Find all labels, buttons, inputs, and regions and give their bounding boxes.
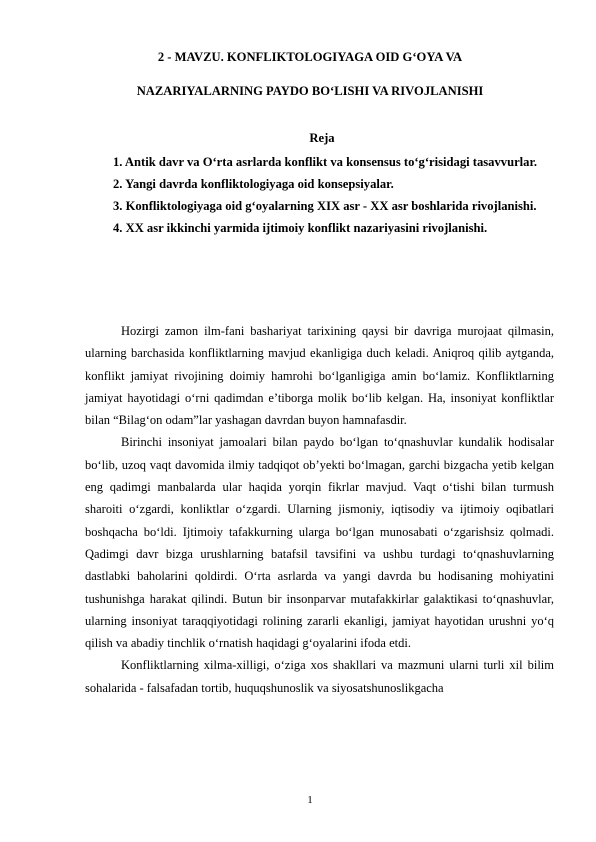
paragraph-2: Birinchi insoniyat jamoalari bilan paydo bo‘lgan to‘qnashuvlar kundalik hodisalar bo‘lib, uzoq vaqt davomida ilmiy tadqiqot ob’yekti bo‘lmagan, garchi bizgacha yetib kelgan eng qadimgi manbalarda ular haqida yorqin fikrlar mavjud. Vaqt o‘tishi bilan turmush sharoiti o‘zgardi, konliktlar o‘zgardi. Ularning jismoniy, iqtisodiy va ijtimoiy oqibatlari boshqacha bo‘ldi. Ijtimoiy tafakkurning ularga bo‘lgan munosabati o‘zgarishsiz qolmadi. Qadimgi davr bizga urushlarning batafsil tavsifini va ushbu turdagi to‘qnashuvlarning dastlabki baholarini qoldirdi. O‘rta asrlarda va yangi davrda bu hodisaning mohiyatini tushunishga harakat qilindi. Butun bir insonparvar mutafakkirlar galaktikasi to‘qnashuvlar, ularning insoniyat taraqqiyotidagi rolining zararli ekanligi, jamiyat hayotidan urushni yo‘q qilish va abadiy tinchlik o‘rnatish haqidagi g‘oyalarini ifoda etdi. [85,435,554,651]
plan-item-3: 3. Konfliktologiyaga oid g‘oyalarning XIX asr - XX asr boshlarida rivojlanishi. [113,199,537,214]
plan-heading: Reja [309,131,335,145]
document-title-line-1: 2 - MAVZU. KONFLIKTOLOGIYAGA OID G‘OYA VA [157,50,463,64]
plan-item-2: 2. Yangi davrda konfliktologiyaga oid konsepsiyalar. [113,177,394,192]
body-text [85,320,554,699]
plan-item-1: 1. Antik davr va O‘rta asrlarda konflikt va konsensus to‘g‘risidagi tasavvurlar. [113,155,538,169]
plan-list [113,151,554,239]
paragraph-1: Hozirgi zamon ilm-fani bashariyat tarixining qaysi bir davriga murojaat qilmasin, ularning barchasida konfliktlarning mavjud ekanligiga duch keladi. Aniqroq qilib aytganda, konflikt jamiyat rivojining doimiy hamrohi bo‘lganligiga amin bo‘lamiz. Konfliktlarning jamiyat hayotidagi o‘rni qadimdan e’tiborga molik bo‘lib kelgan. Ha, insoniyat konfliktlar bilan “Bilag‘on odam”lar yashagan davrdan buyon hamnafasdir. [85,324,554,428]
plan-item-4: 4. XX asr ikkinchi yarmida ijtimoiy konflikt nazariyasini rivojlanishi. [113,221,488,236]
page-number: 1 [307,794,313,806]
document-title-line-2: NAZARIYALARNING PAYDO BO‘LISHI VA RIVOJLANISHI [136,84,484,98]
paragraph-3: Konfliktlarning xilma-xilligi, o‘ziga xos shakllari va mazmuni ularni turli xil bilim sohalarida - falsafadan tortib, huquqshunoslik va siyosatshunoslikgacha [85,658,554,695]
